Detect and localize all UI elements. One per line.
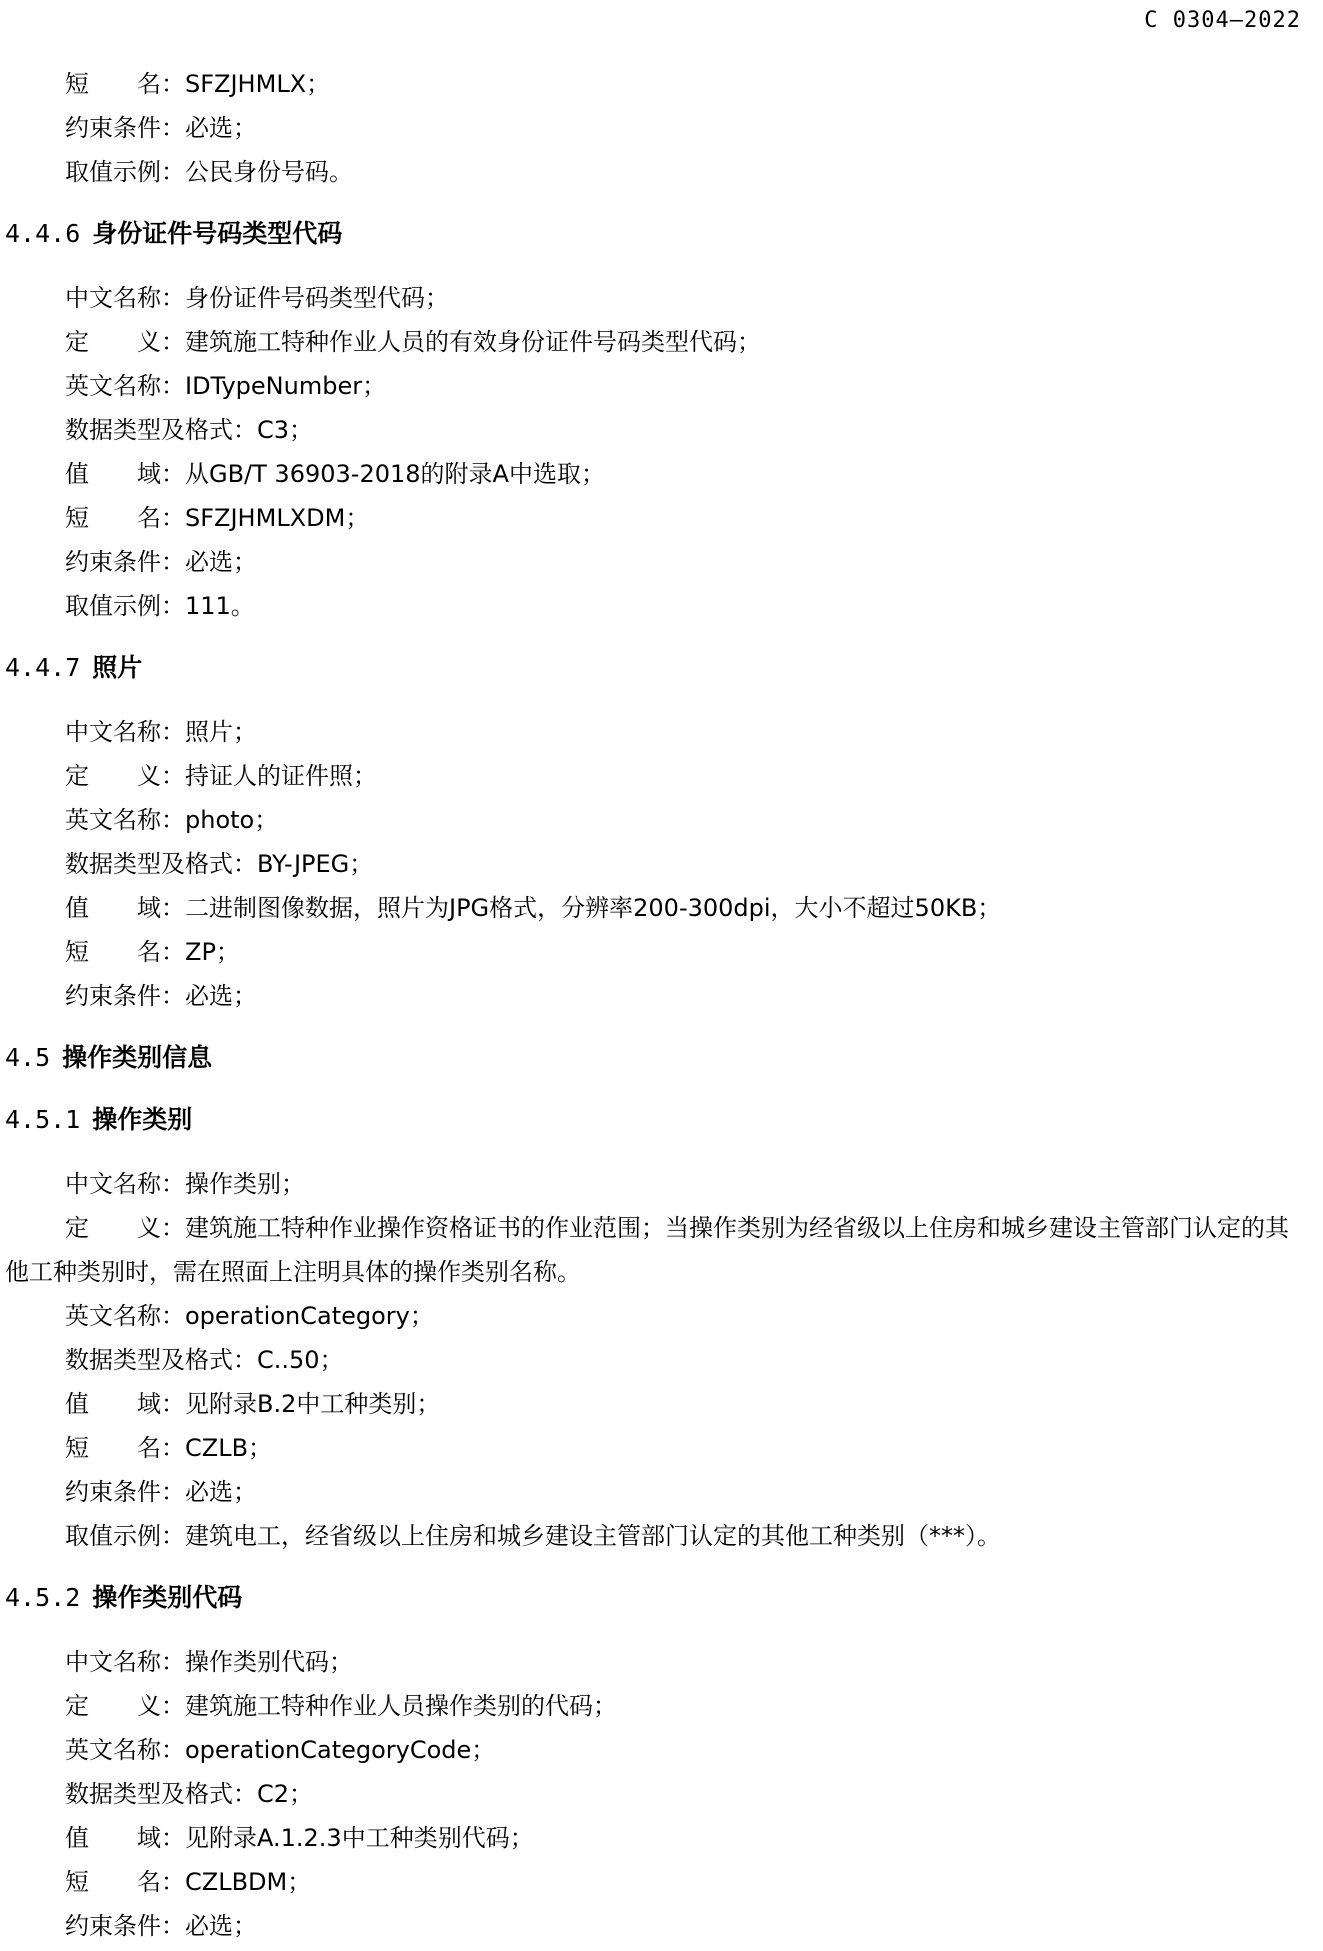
field-value: 身份证件号码类型代码；: [185, 284, 449, 312]
section-number: 4.4.6: [5, 219, 81, 248]
field-row: [65, 1338, 1310, 1382]
field-row: [65, 364, 1310, 408]
field-label: 数据类型及格式：: [65, 416, 257, 444]
section: [0, 1578, 1310, 1948]
field-value: operationCategoryCode；: [185, 1736, 496, 1764]
field-row: [65, 496, 1310, 540]
field-row: [65, 930, 1310, 974]
field-row: [65, 1162, 1310, 1206]
section-heading: [5, 1578, 1310, 1618]
field-label: 值 域：: [65, 1390, 185, 1418]
field-label: 值 域：: [65, 894, 185, 922]
section-number: 4.5: [5, 1043, 51, 1072]
field-row: [65, 974, 1310, 1018]
field-value: SFZJHMLX；: [185, 70, 331, 98]
field-label: 英文名称：: [65, 1736, 185, 1764]
field-row: [5, 1206, 1305, 1294]
field-row: [65, 150, 1310, 194]
field-row: [65, 62, 1310, 106]
field-value: operationCategory；: [185, 1302, 434, 1330]
section: [0, 214, 1310, 628]
field-value: 照片；: [185, 718, 257, 746]
field-value: 必选；: [185, 982, 257, 1010]
field-label: 数据类型及格式：: [65, 1780, 257, 1808]
field-row: [65, 710, 1310, 754]
field-value: BY-JPEG；: [257, 850, 374, 878]
section: [0, 1100, 1310, 1558]
field-row: [65, 1470, 1310, 1514]
field-value: photo；: [185, 806, 279, 834]
field-label: 英文名称：: [65, 1302, 185, 1330]
field-label: 中文名称：: [65, 718, 185, 746]
field-label: 短 名：: [65, 1434, 185, 1462]
field-value: C2；: [257, 1780, 314, 1808]
field-value: 建筑施工特种作业操作资格证书的作业范围；当操作类别为经省级以上住房和城乡建设主管部门认定的其他工种类别时，需在照面上注明具体的操作类别名称。: [5, 1214, 1289, 1286]
field-row: [65, 106, 1310, 150]
field-row: [65, 1640, 1310, 1684]
section-title: 操作类别代码: [92, 1583, 243, 1612]
section-title: 身份证件号码类型代码: [92, 219, 343, 248]
field-row: [65, 1382, 1310, 1426]
section-heading: [5, 1100, 1310, 1140]
section-heading: [5, 214, 1310, 254]
field-label: 中文名称：: [65, 1648, 185, 1676]
field-value: 操作类别；: [185, 1170, 305, 1198]
field-label: 取值示例：: [65, 592, 185, 620]
field-row: [65, 1294, 1310, 1338]
field-row: [65, 754, 1310, 798]
field-value: 见附录B.2中工种类别；: [185, 1390, 441, 1418]
section-title: 操作类别信息: [62, 1043, 213, 1072]
field-row: [65, 1860, 1310, 1904]
field-label: 约束条件：: [65, 114, 185, 142]
field-value: 必选；: [185, 548, 257, 576]
section-heading: [5, 648, 1310, 688]
field-label: 英文名称：: [65, 372, 185, 400]
field-label: 定 义：: [65, 1214, 185, 1242]
field-row: [65, 1514, 1310, 1558]
field-row: [65, 408, 1310, 452]
section-title: 照片: [92, 653, 143, 682]
field-value: 公民身份号码。: [185, 158, 353, 186]
field-row: [65, 1772, 1310, 1816]
field-value: SFZJHMLXDM；: [185, 504, 370, 532]
field-row: [65, 1816, 1310, 1860]
field-label: 约束条件：: [65, 1478, 185, 1506]
field-value: C3；: [257, 416, 314, 444]
field-row: [65, 842, 1310, 886]
field-label: 值 域：: [65, 460, 185, 488]
field-row: [65, 540, 1310, 584]
field-label: 值 域：: [65, 1824, 185, 1852]
section: [0, 62, 1310, 194]
field-value: IDTypeNumber；: [185, 372, 387, 400]
field-label: 数据类型及格式：: [65, 850, 257, 878]
field-value: 持证人的证件照；: [185, 762, 377, 790]
field-value: 从GB/T 36903-2018的附录A中选取；: [185, 460, 605, 488]
field-value: C..50；: [257, 1346, 344, 1374]
field-row: [65, 1904, 1310, 1948]
field-label: 取值示例：: [65, 1522, 185, 1550]
field-label: 短 名：: [65, 70, 185, 98]
field-value: 建筑施工特种作业人员操作类别的代码；: [185, 1692, 617, 1720]
field-value: 二进制图像数据，照片为JPG格式，分辨率200-300dpi，大小不超过50KB；: [185, 894, 1002, 922]
field-label: 定 义：: [65, 762, 185, 790]
field-value: 必选；: [185, 114, 257, 142]
section: [0, 648, 1310, 1018]
field-label: 中文名称：: [65, 1170, 185, 1198]
field-row: [65, 886, 1310, 930]
field-value: CZLBDM；: [185, 1868, 312, 1896]
field-value: 见附录A.1.2.3中工种类别代码；: [185, 1824, 534, 1852]
field-row: [65, 1728, 1310, 1772]
section: [0, 1038, 1310, 1078]
document-code: C 0304—2022: [1144, 8, 1301, 33]
field-label: 短 名：: [65, 938, 185, 966]
field-label: 短 名：: [65, 504, 185, 532]
field-label: 短 名：: [65, 1868, 185, 1896]
section-number: 4.5.1: [5, 1105, 81, 1134]
field-value: CZLB；: [185, 1434, 273, 1462]
field-label: 约束条件：: [65, 1912, 185, 1940]
field-row: [65, 1426, 1310, 1470]
field-row: [65, 452, 1310, 496]
section-title: 操作类别: [92, 1105, 193, 1134]
field-label: 定 义：: [65, 1692, 185, 1720]
section-number: 4.5.2: [5, 1583, 81, 1612]
field-row: [65, 798, 1310, 842]
section-heading: [5, 1038, 1310, 1078]
field-value: 建筑施工特种作业人员的有效身份证件号码类型代码；: [185, 328, 761, 356]
field-label: 约束条件：: [65, 548, 185, 576]
field-value: 必选；: [185, 1912, 257, 1940]
field-row: [65, 1684, 1310, 1728]
field-label: 约束条件：: [65, 982, 185, 1010]
field-value: 操作类别代码；: [185, 1648, 353, 1676]
field-value: 111。: [185, 592, 255, 620]
field-value: 建筑电工，经省级以上住房和城乡建设主管部门认定的其他工种类别（***）。: [185, 1522, 1001, 1550]
document-body: [0, 62, 1310, 1948]
section-number: 4.4.7: [5, 653, 81, 682]
field-label: 取值示例：: [65, 158, 185, 186]
field-value: ZP；: [185, 938, 240, 966]
field-row: [65, 276, 1310, 320]
field-label: 英文名称：: [65, 806, 185, 834]
field-label: 定 义：: [65, 328, 185, 356]
field-label: 中文名称：: [65, 284, 185, 312]
field-value: 必选；: [185, 1478, 257, 1506]
field-row: [65, 320, 1310, 364]
field-label: 数据类型及格式：: [65, 1346, 257, 1374]
field-row: [65, 584, 1310, 628]
